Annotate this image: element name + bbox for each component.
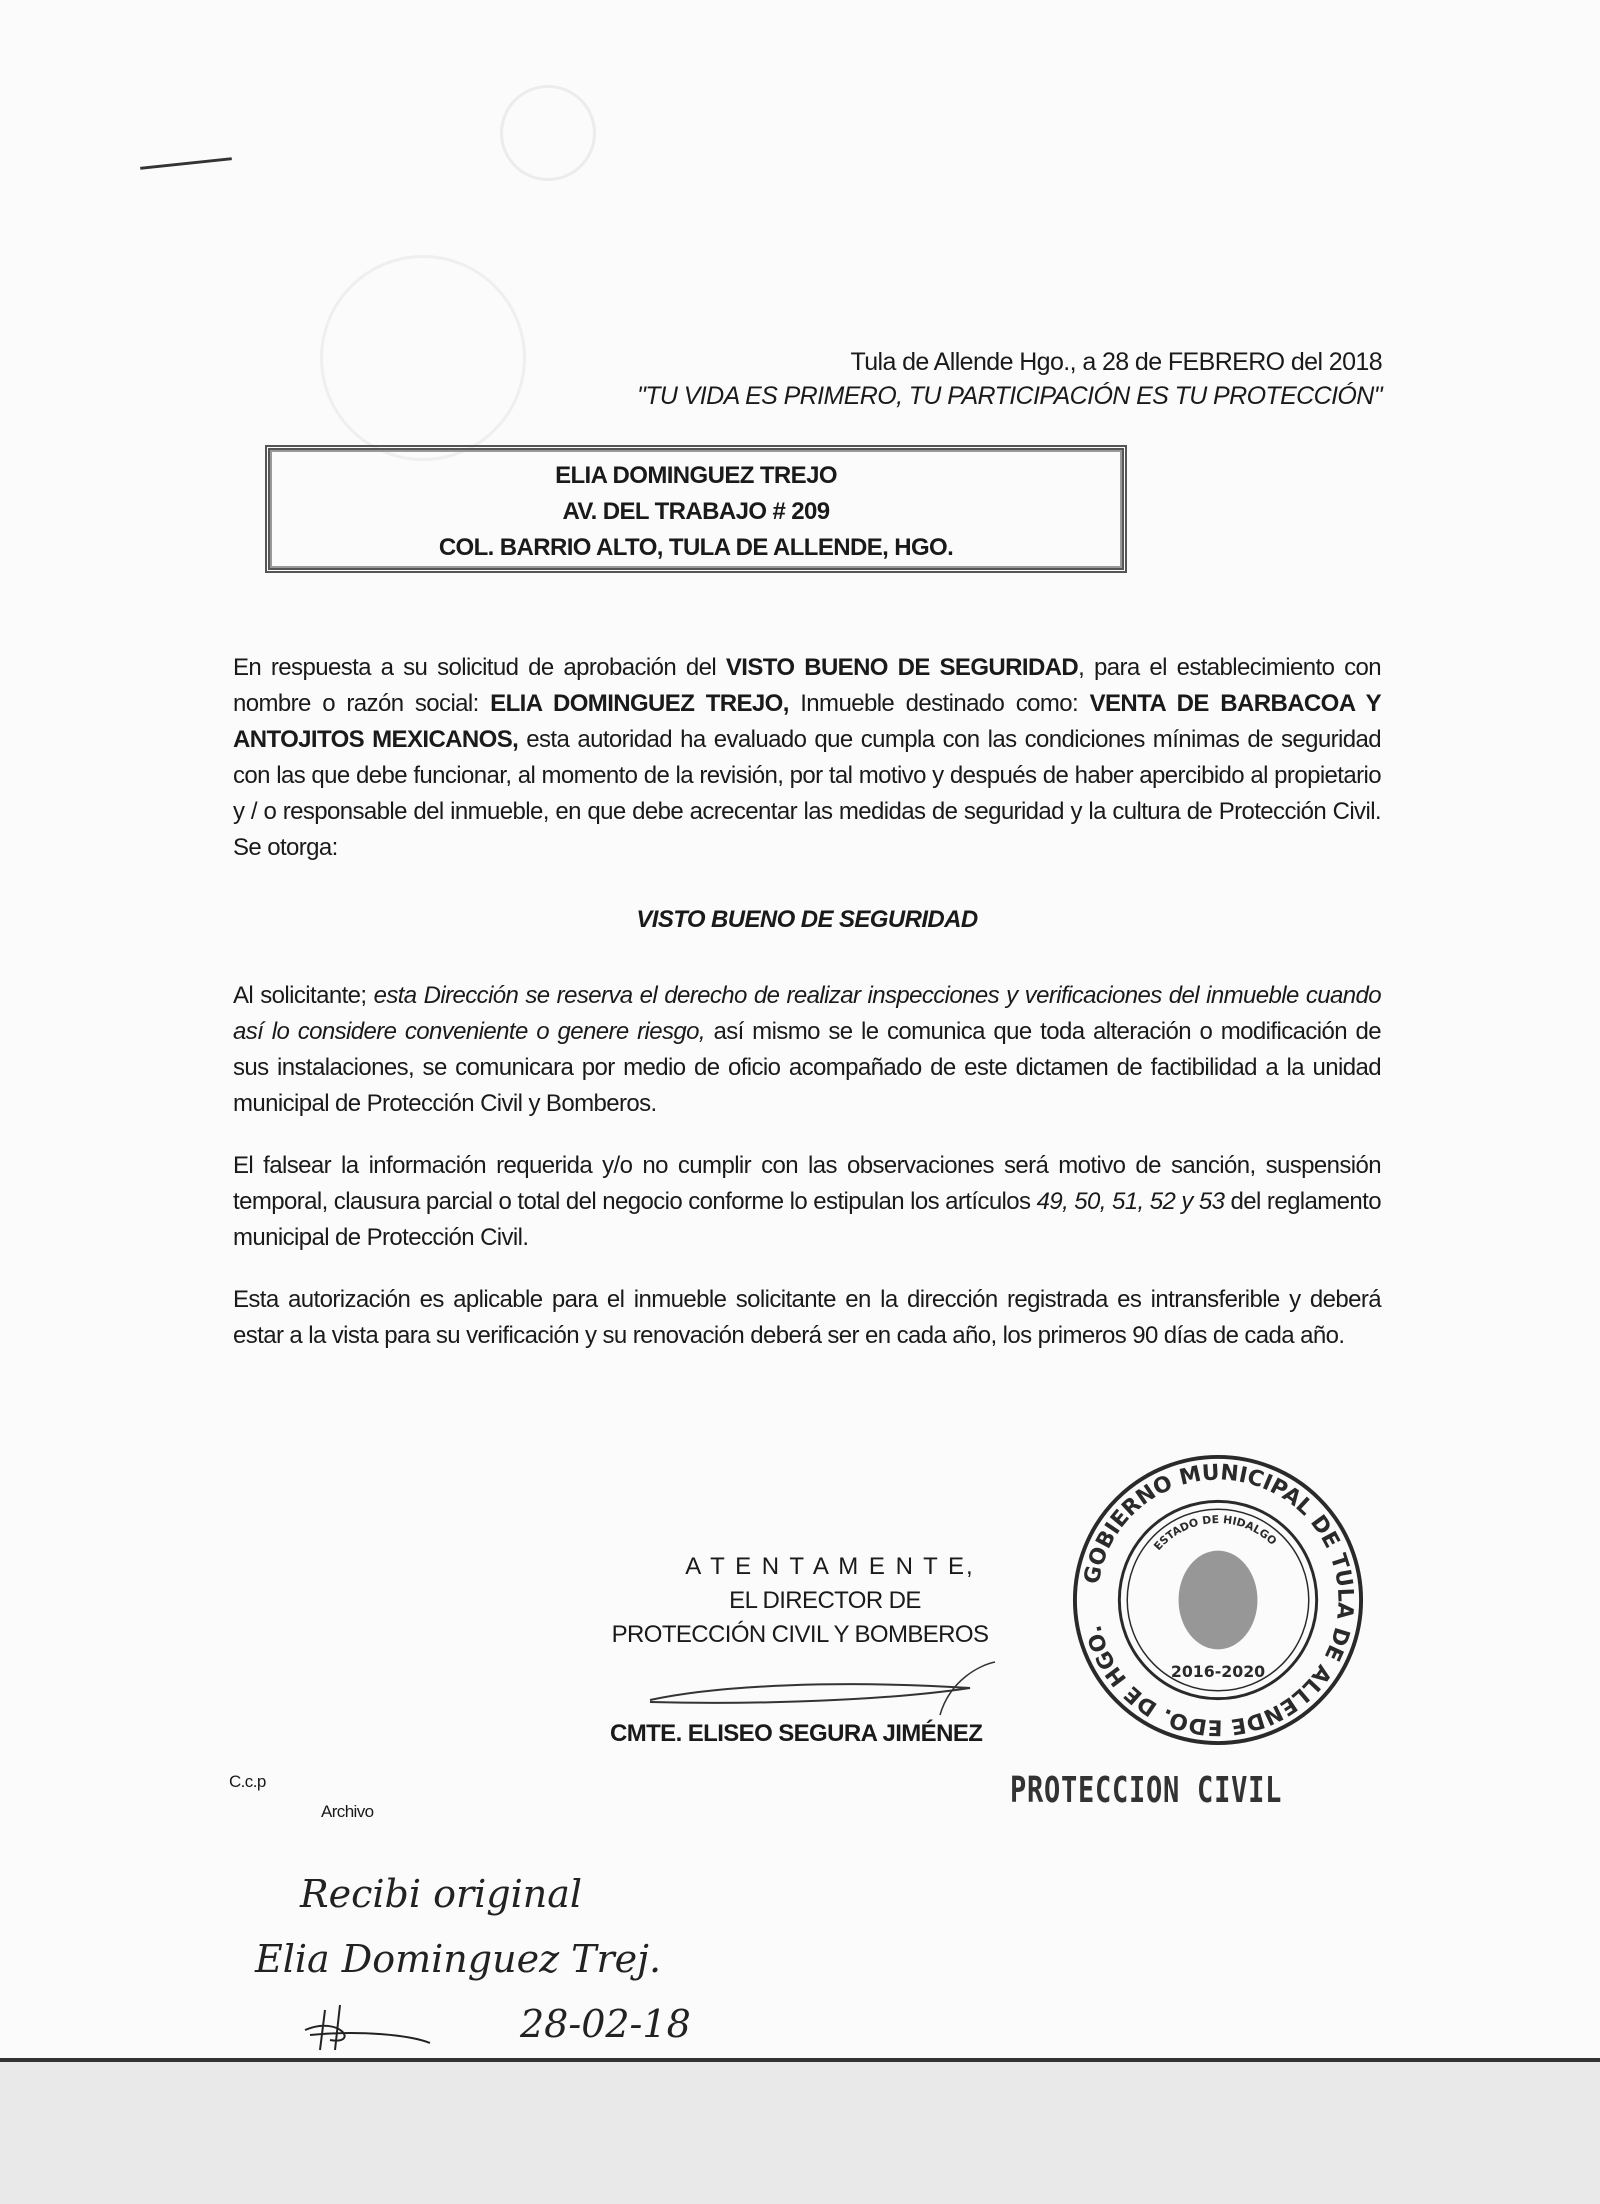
- text: En respuesta a su solicitud de aprobación del: [233, 654, 726, 681]
- director-title-2: PROTECCIÓN CIVIL Y BOMBEROS: [611, 1621, 989, 1648]
- text: del reglamento municipal de Protección Civil.: [233, 1188, 1381, 1251]
- paragraph-inspection: [233, 978, 1381, 1122]
- scan-mark: [140, 157, 232, 170]
- text: esta autoridad ha evaluado que cumpla con las condiciones mínimas de seguridad con las que debe funcionar, al momento de la revisión, por tal motivo y después de haber apercibido al propietario y / o responsable del inmueble, en que debe acrecentar las medidas de seguridad y la cultura de Protección Civil. Se otorga:: [233, 726, 1381, 861]
- handwritten-date: 28-02-18: [520, 2002, 691, 2046]
- recipient-colony: COL. BARRIO ALTO, TULA DE ALLENDE, HGO.: [438, 534, 954, 561]
- text-bold: VISTO BUENO DE SEGURIDAD: [725, 654, 1079, 681]
- text: así mismo se le comunica que toda alteración o modificación de sus instalaciones, se comunicara por medio de oficio acompañado de este dictamen de factibilidad a la unidad municipal de Protección Civil y Bomberos.: [233, 1018, 1381, 1117]
- section-heading: VISTO BUENO DE SEGURIDAD: [636, 906, 978, 933]
- text: , para el establecimiento con nombre o razón social:: [233, 654, 1381, 717]
- date-block: [637, 345, 1382, 413]
- stamp-inner-text: ESTADO DE HIDALGO: [1151, 1512, 1280, 1553]
- text-bold: ELIA DOMINGUEZ TREJO,: [490, 690, 789, 717]
- portrait-icon: [1179, 1551, 1258, 1650]
- municipal-seal-stamp: [1070, 1452, 1366, 1748]
- handwritten-signature: [300, 1995, 450, 2055]
- bleed-through-logo: [500, 85, 596, 181]
- paragraph-sanction: [233, 1148, 1381, 1256]
- text-bold: VENTA DE BARBACOA Y ANTOJITOS MEXICANOS,: [233, 690, 1381, 753]
- text-italic: 49, 50, 51, 52 y 53: [1036, 1188, 1225, 1215]
- cc-label: C.c.p: [229, 1772, 266, 1791]
- cc-item: Archivo: [321, 1802, 374, 1821]
- text: El falsear la información requerida y/o no cumplir con las observaciones será motivo de sanción, suspensión temporal, clausura parcial o total del negocio conforme lo estipulan los artículos: [233, 1152, 1381, 1215]
- text: Al solicitante;: [233, 982, 374, 1009]
- recipient-street: AV. DEL TRABAJO # 209: [562, 498, 830, 525]
- text: Inmueble destinado como:: [788, 690, 1090, 717]
- handwritten-name: Elia Dominguez Trej.: [255, 1937, 662, 1981]
- director-title-1: EL DIRECTOR DE: [729, 1587, 921, 1614]
- text-italic: esta Dirección se reserva el derecho de realizar inspecciones y verificaciones del inmueble cuando así lo considere conveniente o genere riesgo,: [233, 982, 1381, 1045]
- handwritten-received: Recibi original: [300, 1872, 583, 1916]
- bleed-through-seal: [320, 255, 526, 461]
- recipient-box: [265, 445, 1127, 573]
- stamp-label: PROTECCION CIVIL: [1010, 1770, 1283, 1811]
- signature-block: [580, 1550, 1020, 1652]
- closing: A T E N T A M E N T E,: [685, 1553, 975, 1580]
- paragraph-authorization: Esta autorización es aplicable para el inmueble solicitante en la dirección registrada es intransferible y deberá estar a la vista para su verificación y su renovación deberá ser en cada año, los primeros 90 días de cada año.: [233, 1286, 1381, 1349]
- scan-bottom-margin: [0, 2058, 1600, 2204]
- stamp-outer-text: GOBIERNO MUNICIPAL DE TULA DE ALLENDE EDO. DE HGO.: [1079, 1460, 1358, 1740]
- director-name: CMTE. ELISEO SEGURA JIMÉNEZ: [610, 1720, 983, 1747]
- stamp-years: 2016-2020: [1170, 1661, 1266, 1681]
- letter-body: [233, 650, 1381, 1380]
- paragraph-request: [233, 650, 1381, 866]
- motto: "TU VIDA ES PRIMERO, TU PARTICIPACIÓN ES TU PROTECCIÓN": [636, 382, 1382, 410]
- recipient-name: ELIA DOMINGUEZ TREJO: [555, 462, 837, 489]
- place-date: Tula de Allende Hgo., a 28 de FEBRERO del 2018: [850, 348, 1382, 376]
- signature-scribble: [640, 1660, 1000, 1720]
